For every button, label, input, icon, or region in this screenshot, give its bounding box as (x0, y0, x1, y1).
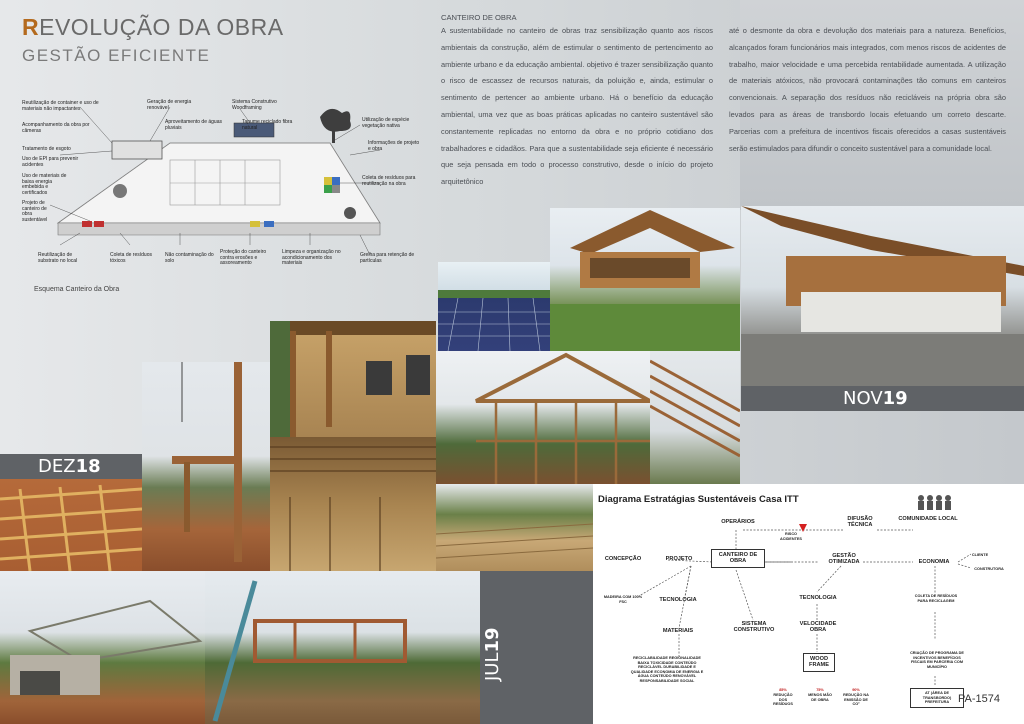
photo-veranda (270, 321, 436, 437)
node-sistema: SISTEMA CONSTRUTIVO (733, 621, 775, 634)
sheet-code: PA-1574 (958, 693, 1000, 705)
node-gestao: GESTÃO OTIMIZADA (828, 553, 860, 566)
node-materiais: MATERIAIS (662, 628, 694, 634)
node-canteiro: CANTEIRO DE OBRA (711, 549, 765, 568)
node-risco: RISCO ACIDENTES (780, 532, 802, 541)
schema-caption: Esquema Canteiro da Obra (34, 286, 120, 293)
node-concepcao: CONCEPÇÃO (604, 556, 642, 562)
schema-label: Não contaminação do solo (165, 252, 214, 264)
schema-label: Acompanhamento da obra por câmeras (22, 122, 90, 134)
node-madeira: MADEIRA COM 100% FSC (603, 595, 643, 604)
photo-crane-frame (142, 362, 270, 571)
schema-label: Coleta de resíduos para reutilização na obra (362, 175, 416, 187)
schema-label: Informações de projeto e obra (368, 140, 420, 152)
node-difusao: DIFUSÃO TÉCNICA (847, 516, 873, 529)
node-cliente: CLIENTE (971, 553, 989, 557)
schema-label: Coleta de resíduos tóxicos (110, 252, 152, 264)
schema-label: Tapume reciclado fibra natural (242, 119, 293, 131)
node-tecnologia-2: TECNOLOGIA (799, 595, 837, 601)
schema-label: Projeto de canteiro de obra sustentável (22, 200, 48, 223)
page-subtitle: GESTÃO EFICIENTE (22, 46, 211, 65)
node-economia: ECONOMIA (918, 559, 950, 565)
text-column-2: até o desmonte da obra e devolução dos materiais para a natureza. Benefícios, alcançados foram funcionários mais integrados, com menos riscos de acidentes de trabalho, maior velocidade e uma percebida rentabilidade aumentada. A utilização de materiais atóxicos, não provocará contaminações tão comuns em canteiros convencionais. A separação dos resíduos não recicláveis na própria obra são levados para as áreas de transbordo locais efetuando um correto descarte. Parcerias com a prefeitura de incentivos fiscais oferecidos a casas sustentáveis serão estimulados para difundir o conceito sustentável para a comunidade local. (729, 26, 1006, 153)
section-heading: CANTEIRO DE OBRA (441, 13, 517, 22)
node-operarios: OPERÁRIOS (721, 519, 755, 525)
photo-crane-lift (205, 571, 480, 724)
schema-label: Sistema Construtivo Woodframing (232, 99, 277, 111)
photo-house-finished-1 (550, 208, 740, 351)
stat-reducao-residuos-pct: 85% (779, 688, 787, 692)
stat-menos-mao-txt: MENOS MÃO DE OBRA (808, 693, 832, 702)
date-label-dez: DEZ18 (38, 456, 101, 477)
node-woodframe: WOOD FRAME (803, 653, 835, 672)
photo-interior-framing (270, 437, 436, 571)
schema-label: Proteção do canteiro contra erosões e assoreamento (220, 249, 267, 266)
date-label-jul: JUL19 (482, 627, 503, 681)
schema-label: Uso de EPI para prevenir acidentes (22, 156, 79, 168)
schema-label: Aproveitamento de águas pluviais (165, 119, 222, 131)
photo-solar-panels (438, 262, 550, 351)
schema-label: Geração de energia renovável (147, 99, 192, 111)
schema-label: Uso de materiais de baixa energia embebida e certificados (22, 173, 67, 196)
schema-label: Utilização de espécie vegetação nativa (362, 117, 410, 129)
stat-menos-mao-pct: 75% (816, 688, 824, 692)
photo-roof-rafters (650, 351, 740, 484)
photo-floor-deck (436, 484, 593, 571)
node-construtora: CONSTRUTORA (974, 567, 1004, 571)
stat-reducao-residuos-txt: REDUÇÃO DOS RESÍDUOS (773, 693, 793, 707)
photo-house-finished-2 (741, 206, 1024, 386)
schema-label: Limpeza e organização no acondicionamento dos materiais (282, 249, 341, 266)
photo-scaffold-slab (0, 571, 205, 724)
schema-label: Reutilização de substrato no local (38, 252, 78, 264)
node-tecnologia-1: TECNOLOGIA (659, 597, 697, 603)
node-coleta: COLETA DE RESÍDUOS PARA RECICLAGEM (914, 594, 958, 603)
node-criacao: CRIAÇÃO DE PROGRAMA DE INCENTIVOS BENEFÍCIOS FISCAIS EM PARCERIA COM MUNICÍPIO (910, 651, 964, 669)
page-title: REVOLUÇÃO DA OBRA (22, 14, 284, 40)
node-projeto: PROJETO (665, 556, 693, 562)
node-comunidade: COMUNIDADE LOCAL (898, 516, 958, 522)
stat-reducao-co2-txt: REDUÇÃO NA EMISSÃO DE CO² (843, 693, 869, 707)
node-materiais-list: RECICLABILIDADE REGIONALIDADE BAIXA TOXICIDADE CONTEÚDO RECICLÁVEL DURABILIDADE E QUALIDADE ECONOMIA DE ENERGIA E ÁGUA CONTEÚDO RENOVÁVEL RESPONSABILIDADE SOCIAL (630, 656, 704, 683)
photo-floor-joists (0, 479, 142, 571)
date-label-nov: NOV19 (843, 388, 908, 409)
photo-frame-structure (436, 351, 650, 484)
schema-label: Reutilização de container e uso de materiais não impactantes (22, 100, 99, 112)
node-velocidade: VELOCIDADE OBRA (799, 621, 837, 634)
diagram-title: Diagrama Estratágias Sustentáveis Casa ITT (598, 494, 799, 505)
text-column-1: A sustentabilidade no canteiro de obras traz sensibilização quanto aos riscos ambientais da construção, além de estimular o sentimento de pertencimento ao ambiente urbano e da educação ambiental. objetivo é trazer sensibilização quanto o risco de escassez de recursos naturais, da poluição e, ainda, estimular o sentimento de pertencer ao ambiente urbano. Há o benefício da educação ambiental, uma vez que as boas práticas aplicadas no canteiro sustentável são constantemente replicadas no entorno da obra e no próprio cotidiano dos trabalhadores e cidadãos. Para que a sustentabilidade seja eficiente é necessário que seja pensada em todo o processo construtivo, desde o início do projeto arquitetônico (441, 26, 713, 187)
node-at-box: AT (ÁREA DE TRANSBORDO) PREFEITURA (910, 688, 964, 708)
stat-reducao-co2-pct: 90% (852, 688, 860, 692)
schema-label: Tratamento de esgoto (22, 146, 71, 152)
schema-label: Grelha para retenção de partículas (360, 252, 415, 264)
